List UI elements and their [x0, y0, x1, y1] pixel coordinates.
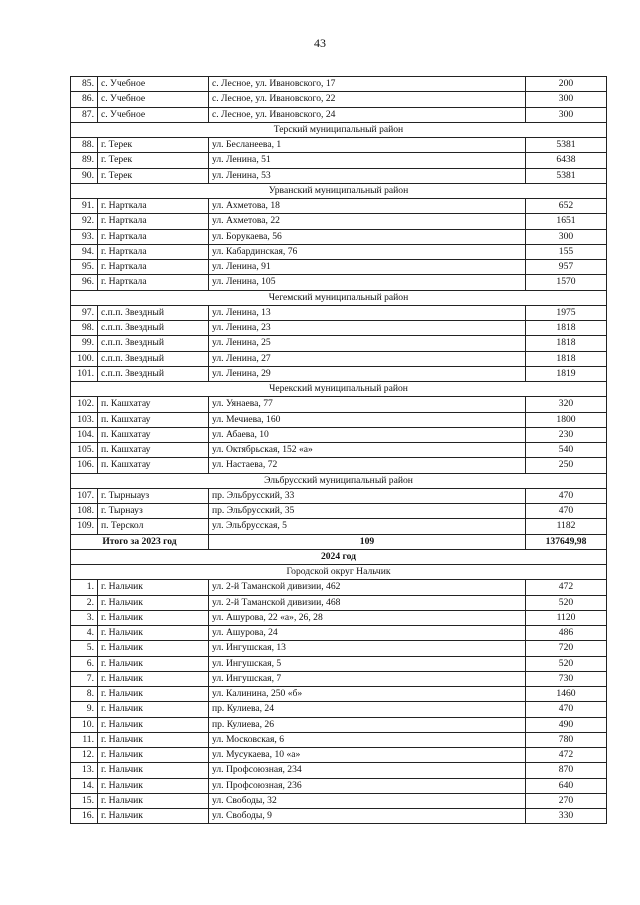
row-number-cell: 14.	[71, 778, 98, 793]
row-number-cell: 101.	[71, 366, 98, 381]
table-row	[71, 138, 607, 153]
table-row	[71, 321, 607, 336]
area-cell: 1818	[526, 351, 607, 366]
locality-cell: г. Нарткала	[98, 244, 209, 259]
row-number-cell: 86.	[71, 92, 98, 107]
table-row	[71, 397, 607, 412]
address-cell: ул. 2-й Таманской дивизии, 468	[209, 595, 526, 610]
address-cell: ул. Ашурова, 24	[209, 626, 526, 641]
locality-cell: с.п.п. Звездный	[98, 351, 209, 366]
area-cell: 870	[526, 763, 607, 778]
area-cell: 300	[526, 229, 607, 244]
section-title-cell: Черекский муниципальный район	[71, 382, 607, 397]
area-cell: 1570	[526, 275, 607, 290]
locality-cell: г. Нарткала	[98, 229, 209, 244]
address-cell: ул. Ленина, 51	[209, 153, 526, 168]
area-cell: 730	[526, 671, 607, 686]
locality-cell: с.п.п. Звездный	[98, 321, 209, 336]
area-cell: 6438	[526, 153, 607, 168]
row-number-cell: 87.	[71, 107, 98, 122]
locality-cell: с. Учебное	[98, 77, 209, 92]
table-row	[71, 77, 607, 92]
table-row	[71, 610, 607, 625]
locality-cell: г. Нальчик	[98, 580, 209, 595]
address-cell: ул. Ашурова, 22 «а», 26, 28	[209, 610, 526, 625]
area-cell: 1975	[526, 305, 607, 320]
table-row	[71, 641, 607, 656]
address-cell: пр. Эльбрусский, 33	[209, 488, 526, 503]
section-header-row	[71, 183, 607, 198]
row-number-cell: 103.	[71, 412, 98, 427]
address-cell: ул. Абаева, 10	[209, 427, 526, 442]
locality-cell: г. Нальчик	[98, 809, 209, 824]
address-cell: пр. Эльбрусский, 35	[209, 504, 526, 519]
table-row	[71, 732, 607, 747]
section-header-row	[71, 122, 607, 137]
address-cell: пр. Кулиева, 26	[209, 717, 526, 732]
row-number-cell: 11.	[71, 732, 98, 747]
locality-cell: г. Нальчик	[98, 763, 209, 778]
locality-cell: п. Кашхатау	[98, 443, 209, 458]
table-row	[71, 214, 607, 229]
table-row	[71, 656, 607, 671]
row-number-cell: 88.	[71, 138, 98, 153]
area-cell: 1819	[526, 366, 607, 381]
table-row	[71, 351, 607, 366]
total-label-cell: Итого за 2023 год	[71, 534, 209, 549]
table-row	[71, 458, 607, 473]
row-number-cell: 95.	[71, 260, 98, 275]
address-cell: ул. Ингушская, 5	[209, 656, 526, 671]
table-row	[71, 427, 607, 442]
housing-register-table	[70, 76, 607, 824]
row-number-cell: 94.	[71, 244, 98, 259]
row-number-cell: 90.	[71, 168, 98, 183]
table-row	[71, 687, 607, 702]
table-row	[71, 778, 607, 793]
locality-cell: п. Кашхатау	[98, 412, 209, 427]
address-cell: ул. Мечиева, 160	[209, 412, 526, 427]
row-number-cell: 1.	[71, 580, 98, 595]
section-title-cell: Городской округ Нальчик	[71, 565, 607, 580]
table-row	[71, 595, 607, 610]
locality-cell: с.п.п. Звездный	[98, 336, 209, 351]
table-row	[71, 504, 607, 519]
address-cell: пр. Кулиева, 24	[209, 702, 526, 717]
area-cell: 490	[526, 717, 607, 732]
address-cell: ул. Ленина, 23	[209, 321, 526, 336]
locality-cell: г. Нарткала	[98, 199, 209, 214]
area-cell: 1800	[526, 412, 607, 427]
address-cell: ул. Ингушская, 13	[209, 641, 526, 656]
table-row	[71, 519, 607, 534]
address-cell: ул. Ленина, 13	[209, 305, 526, 320]
register-table-body	[71, 77, 607, 824]
section-title-cell: Эльбрусский муниципальный район	[71, 473, 607, 488]
row-number-cell: 15.	[71, 793, 98, 808]
address-cell: с. Лесное, ул. Ивановского, 22	[209, 92, 526, 107]
table-row	[71, 260, 607, 275]
locality-cell: г. Нарткала	[98, 275, 209, 290]
address-cell: ул. Ленина, 25	[209, 336, 526, 351]
row-number-cell: 4.	[71, 626, 98, 641]
area-cell: 300	[526, 107, 607, 122]
table-row	[71, 809, 607, 824]
row-number-cell: 91.	[71, 199, 98, 214]
section-header-row	[71, 565, 607, 580]
area-cell: 5381	[526, 138, 607, 153]
locality-cell: г. Нарткала	[98, 260, 209, 275]
row-number-cell: 105.	[71, 443, 98, 458]
area-cell: 540	[526, 443, 607, 458]
row-number-cell: 5.	[71, 641, 98, 656]
table-row	[71, 229, 607, 244]
row-number-cell: 10.	[71, 717, 98, 732]
area-cell: 200	[526, 77, 607, 92]
area-cell: 1818	[526, 336, 607, 351]
area-cell: 1120	[526, 610, 607, 625]
table-row	[71, 107, 607, 122]
row-number-cell: 108.	[71, 504, 98, 519]
locality-cell: г. Нальчик	[98, 717, 209, 732]
table-row	[71, 702, 607, 717]
row-number-cell: 9.	[71, 702, 98, 717]
area-cell: 720	[526, 641, 607, 656]
table-row	[71, 488, 607, 503]
row-number-cell: 100.	[71, 351, 98, 366]
table-row	[71, 748, 607, 763]
row-number-cell: 104.	[71, 427, 98, 442]
locality-cell: г. Нальчик	[98, 641, 209, 656]
area-cell: 1182	[526, 519, 607, 534]
address-cell: ул. Профсоюзная, 234	[209, 763, 526, 778]
address-cell: ул. Ингушская, 7	[209, 671, 526, 686]
year-header-row	[71, 549, 607, 564]
locality-cell: г. Терек	[98, 138, 209, 153]
row-number-cell: 102.	[71, 397, 98, 412]
table-row	[71, 92, 607, 107]
table-row	[71, 305, 607, 320]
address-cell: ул. Ленина, 91	[209, 260, 526, 275]
locality-cell: п. Кашхатау	[98, 397, 209, 412]
area-cell: 250	[526, 458, 607, 473]
area-cell: 472	[526, 580, 607, 595]
row-number-cell: 8.	[71, 687, 98, 702]
address-cell: ул. Свободы, 9	[209, 809, 526, 824]
address-cell: ул. Уянаева, 77	[209, 397, 526, 412]
address-cell: ул. Ахметова, 22	[209, 214, 526, 229]
area-cell: 230	[526, 427, 607, 442]
address-cell: ул. Кабардинская, 76	[209, 244, 526, 259]
total-count-cell: 109	[209, 534, 526, 549]
locality-cell: г. Нальчик	[98, 793, 209, 808]
row-number-cell: 2.	[71, 595, 98, 610]
section-title-cell: Чегемский муниципальный район	[71, 290, 607, 305]
address-cell: ул. Эльбрусская, 5	[209, 519, 526, 534]
locality-cell: г. Тырнауз	[98, 504, 209, 519]
table-row	[71, 626, 607, 641]
address-cell: с. Лесное, ул. Ивановского, 17	[209, 77, 526, 92]
address-cell: ул. Настаева, 72	[209, 458, 526, 473]
table-row	[71, 366, 607, 381]
area-cell: 470	[526, 504, 607, 519]
locality-cell: г. Нальчик	[98, 732, 209, 747]
year-title-cell: 2024 год	[71, 549, 607, 564]
row-number-cell: 98.	[71, 321, 98, 336]
table-row	[71, 717, 607, 732]
locality-cell: г. Нальчик	[98, 610, 209, 625]
locality-cell: г. Нальчик	[98, 687, 209, 702]
address-cell: ул. Бесланеева, 1	[209, 138, 526, 153]
address-cell: ул. 2-й Таманской дивизии, 462	[209, 580, 526, 595]
table-row	[71, 671, 607, 686]
row-number-cell: 106.	[71, 458, 98, 473]
table-row	[71, 793, 607, 808]
address-cell: с. Лесное, ул. Ивановского, 24	[209, 107, 526, 122]
page-number: 43	[314, 36, 326, 50]
area-cell: 957	[526, 260, 607, 275]
total-area-cell: 137649,98	[526, 534, 607, 549]
area-cell: 1651	[526, 214, 607, 229]
row-number-cell: 93.	[71, 229, 98, 244]
row-number-cell: 6.	[71, 656, 98, 671]
table-row	[71, 580, 607, 595]
locality-cell: г. Нальчик	[98, 671, 209, 686]
address-cell: ул. Московская, 6	[209, 732, 526, 747]
address-cell: ул. Ленина, 27	[209, 351, 526, 366]
area-cell: 1460	[526, 687, 607, 702]
address-cell: ул. Профсоюзная, 236	[209, 778, 526, 793]
address-cell: ул. Ленина, 105	[209, 275, 526, 290]
row-number-cell: 109.	[71, 519, 98, 534]
locality-cell: г. Нальчик	[98, 702, 209, 717]
area-cell: 300	[526, 92, 607, 107]
row-number-cell: 3.	[71, 610, 98, 625]
row-number-cell: 89.	[71, 153, 98, 168]
row-number-cell: 99.	[71, 336, 98, 351]
area-cell: 270	[526, 793, 607, 808]
address-cell: ул. Октябрьская, 152 «а»	[209, 443, 526, 458]
area-cell: 780	[526, 732, 607, 747]
locality-cell: г. Нальчик	[98, 595, 209, 610]
row-number-cell: 92.	[71, 214, 98, 229]
table-row	[71, 168, 607, 183]
section-header-row	[71, 290, 607, 305]
address-cell: ул. Ленина, 29	[209, 366, 526, 381]
address-cell: ул. Ленина, 53	[209, 168, 526, 183]
section-title-cell: Урванский муниципальный район	[71, 183, 607, 198]
area-cell: 330	[526, 809, 607, 824]
row-number-cell: 7.	[71, 671, 98, 686]
area-cell: 320	[526, 397, 607, 412]
area-cell: 652	[526, 199, 607, 214]
table-row	[71, 336, 607, 351]
locality-cell: с.п.п. Звездный	[98, 366, 209, 381]
locality-cell: с. Учебное	[98, 92, 209, 107]
table-row	[71, 763, 607, 778]
table-row	[71, 275, 607, 290]
row-number-cell: 96.	[71, 275, 98, 290]
area-cell: 5381	[526, 168, 607, 183]
total-row	[71, 534, 607, 549]
table-row	[71, 412, 607, 427]
section-header-row	[71, 473, 607, 488]
section-title-cell: Терский муниципальный район	[71, 122, 607, 137]
address-cell: ул. Борукаева, 56	[209, 229, 526, 244]
table-row	[71, 153, 607, 168]
locality-cell: г. Нальчик	[98, 626, 209, 641]
address-cell: ул. Свободы, 32	[209, 793, 526, 808]
area-cell: 640	[526, 778, 607, 793]
locality-cell: г. Нальчик	[98, 778, 209, 793]
row-number-cell: 16.	[71, 809, 98, 824]
locality-cell: г. Нальчик	[98, 656, 209, 671]
locality-cell: с.п.п. Звездный	[98, 305, 209, 320]
locality-cell: г. Терек	[98, 168, 209, 183]
address-cell: ул. Калинина, 250 «б»	[209, 687, 526, 702]
address-cell: ул. Мусукаева, 10 «а»	[209, 748, 526, 763]
area-cell: 470	[526, 488, 607, 503]
locality-cell: г. Терек	[98, 153, 209, 168]
area-cell: 520	[526, 595, 607, 610]
area-cell: 470	[526, 702, 607, 717]
locality-cell: г. Тырныауз	[98, 488, 209, 503]
area-cell: 472	[526, 748, 607, 763]
area-cell: 1818	[526, 321, 607, 336]
locality-cell: п. Терскол	[98, 519, 209, 534]
address-cell: ул. Ахметова, 18	[209, 199, 526, 214]
section-header-row	[71, 382, 607, 397]
row-number-cell: 12.	[71, 748, 98, 763]
row-number-cell: 13.	[71, 763, 98, 778]
area-cell: 520	[526, 656, 607, 671]
locality-cell: п. Кашхатау	[98, 427, 209, 442]
row-number-cell: 97.	[71, 305, 98, 320]
row-number-cell: 107.	[71, 488, 98, 503]
table-row	[71, 443, 607, 458]
area-cell: 155	[526, 244, 607, 259]
table-row	[71, 244, 607, 259]
table-row	[71, 199, 607, 214]
locality-cell: г. Нальчик	[98, 748, 209, 763]
row-number-cell: 85.	[71, 77, 98, 92]
locality-cell: г. Нарткала	[98, 214, 209, 229]
locality-cell: п. Кашхатау	[98, 458, 209, 473]
locality-cell: с. Учебное	[98, 107, 209, 122]
area-cell: 486	[526, 626, 607, 641]
